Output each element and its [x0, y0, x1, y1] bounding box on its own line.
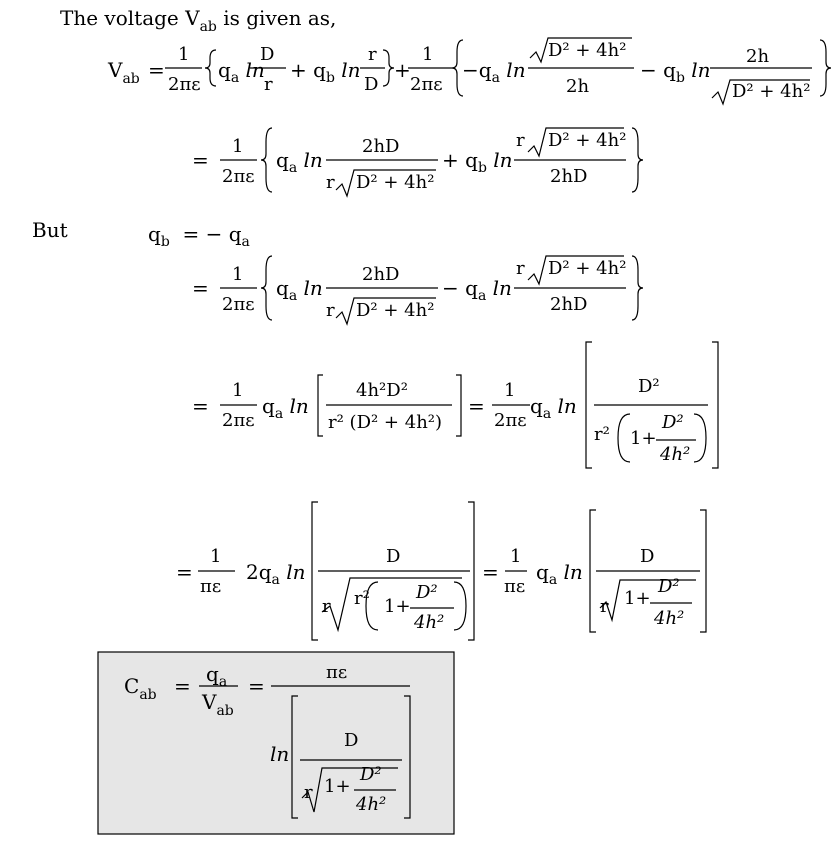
- r-squared: r²: [594, 424, 610, 445]
- numerator-one: 1: [210, 546, 222, 567]
- frac-r: r: [368, 44, 377, 65]
- r: r: [516, 130, 525, 151]
- term: $q_a$ ln: [530, 394, 577, 422]
- one-plus: 1+: [384, 596, 411, 617]
- frac-D2: D²: [662, 412, 684, 433]
- equals: =: [192, 276, 209, 300]
- denominator: 2πε: [222, 166, 255, 187]
- r: r: [326, 172, 335, 193]
- frac-2h: 2h: [746, 46, 770, 67]
- denominator: 2πε: [222, 410, 255, 431]
- r: r: [516, 258, 525, 279]
- equals: =: [192, 394, 209, 418]
- frac-2hD: 2hD: [362, 136, 400, 157]
- sqrt-content: D² + 4h²: [356, 300, 435, 321]
- sqrt-content: D² + 4h²: [356, 172, 435, 193]
- frac-4h2: 4h²: [414, 612, 445, 633]
- denominator: r² (D² + 4h²): [328, 412, 443, 433]
- frac-r: r: [264, 74, 273, 95]
- numerator-one: 1: [232, 136, 244, 157]
- ln: ln: [270, 742, 290, 766]
- cab-label: $C_{ab}$: [124, 674, 157, 703]
- frac-2hD: 2hD: [550, 294, 588, 315]
- denominator: 2πε: [494, 410, 527, 431]
- r: r: [600, 596, 609, 617]
- plus: +: [394, 58, 411, 82]
- equals: =: [468, 394, 485, 418]
- equals: =: [192, 148, 209, 172]
- frac-4h2: 4h²: [660, 444, 691, 465]
- denominator: 2πε: [222, 294, 255, 315]
- frac-qa: $q_a$: [206, 662, 228, 690]
- frac-D2: D²: [360, 764, 382, 785]
- numerator-pi-eps: πε: [326, 662, 348, 683]
- frac-2hD: 2hD: [362, 264, 400, 285]
- numerator-one: 1: [504, 380, 516, 401]
- r: r: [326, 300, 335, 321]
- numerator: D: [386, 546, 401, 567]
- numerator-one: 1: [232, 264, 244, 285]
- term: $q_a$ ln: [276, 148, 323, 176]
- frac-vab: $V_{ab}$: [202, 690, 234, 719]
- equals: =: [174, 674, 191, 698]
- equals: =: [148, 58, 165, 82]
- equals: =: [176, 560, 193, 584]
- term: $q_a$ ln: [536, 560, 583, 588]
- sqrt-content: D² + 4h²: [548, 40, 627, 61]
- term: $q_a$ ln: [218, 58, 265, 86]
- term: + $q_b$ ln: [442, 148, 513, 176]
- denominator: πε: [504, 576, 526, 597]
- r-squared: r²: [354, 588, 370, 609]
- denominator: 2πε: [168, 74, 201, 95]
- frac-D: D: [260, 44, 275, 65]
- equals: =: [482, 560, 499, 584]
- frac-2h: 2h: [566, 76, 590, 97]
- term: $q_a$ ln: [276, 276, 323, 304]
- numerator-one: 1: [422, 44, 434, 65]
- denominator: πε: [200, 576, 222, 597]
- numerator: D: [640, 546, 655, 567]
- equals: =: [248, 674, 265, 698]
- sqrt-content: D² + 4h²: [732, 81, 811, 102]
- term: − $q_b$ ln: [640, 58, 711, 86]
- vab-label: $V_{ab}$: [108, 58, 140, 87]
- term: $2q_a$ ln: [246, 560, 306, 588]
- intro-text: The voltage $V_{ab}$ is given as,: [60, 6, 337, 35]
- r: r: [322, 596, 331, 617]
- numerator-one: 1: [232, 380, 244, 401]
- numerator: D²: [638, 376, 660, 397]
- sqrt-content: D² + 4h²: [548, 258, 627, 279]
- term: $q_a$ ln: [262, 394, 309, 422]
- frac-4h2: 4h²: [654, 608, 685, 629]
- numerator: D: [344, 730, 359, 751]
- numerator-one: 1: [178, 44, 190, 65]
- denominator: 2πε: [410, 74, 443, 95]
- frac-D2: D²: [658, 576, 680, 597]
- one-plus: 1+: [624, 588, 651, 609]
- term: + $q_b$ ln: [290, 58, 361, 86]
- one-plus: 1+: [630, 428, 657, 449]
- frac-2hD: 2hD: [550, 166, 588, 187]
- but-label: But: [32, 218, 68, 242]
- term: $-q_a$ ln: [462, 58, 526, 86]
- sqrt-content: D² + 4h²: [548, 130, 627, 151]
- numerator-one: 1: [510, 546, 522, 567]
- numerator: 4h²D²: [356, 380, 408, 401]
- one-plus: 1+: [324, 776, 351, 797]
- frac-4h2: 4h²: [356, 794, 387, 815]
- r: r: [304, 782, 313, 803]
- term: − $q_a$ ln: [442, 276, 512, 304]
- frac-D: D: [364, 74, 379, 95]
- qb-def: $q_b$ = − $q_a$: [148, 222, 250, 250]
- frac-D2: D²: [416, 582, 438, 603]
